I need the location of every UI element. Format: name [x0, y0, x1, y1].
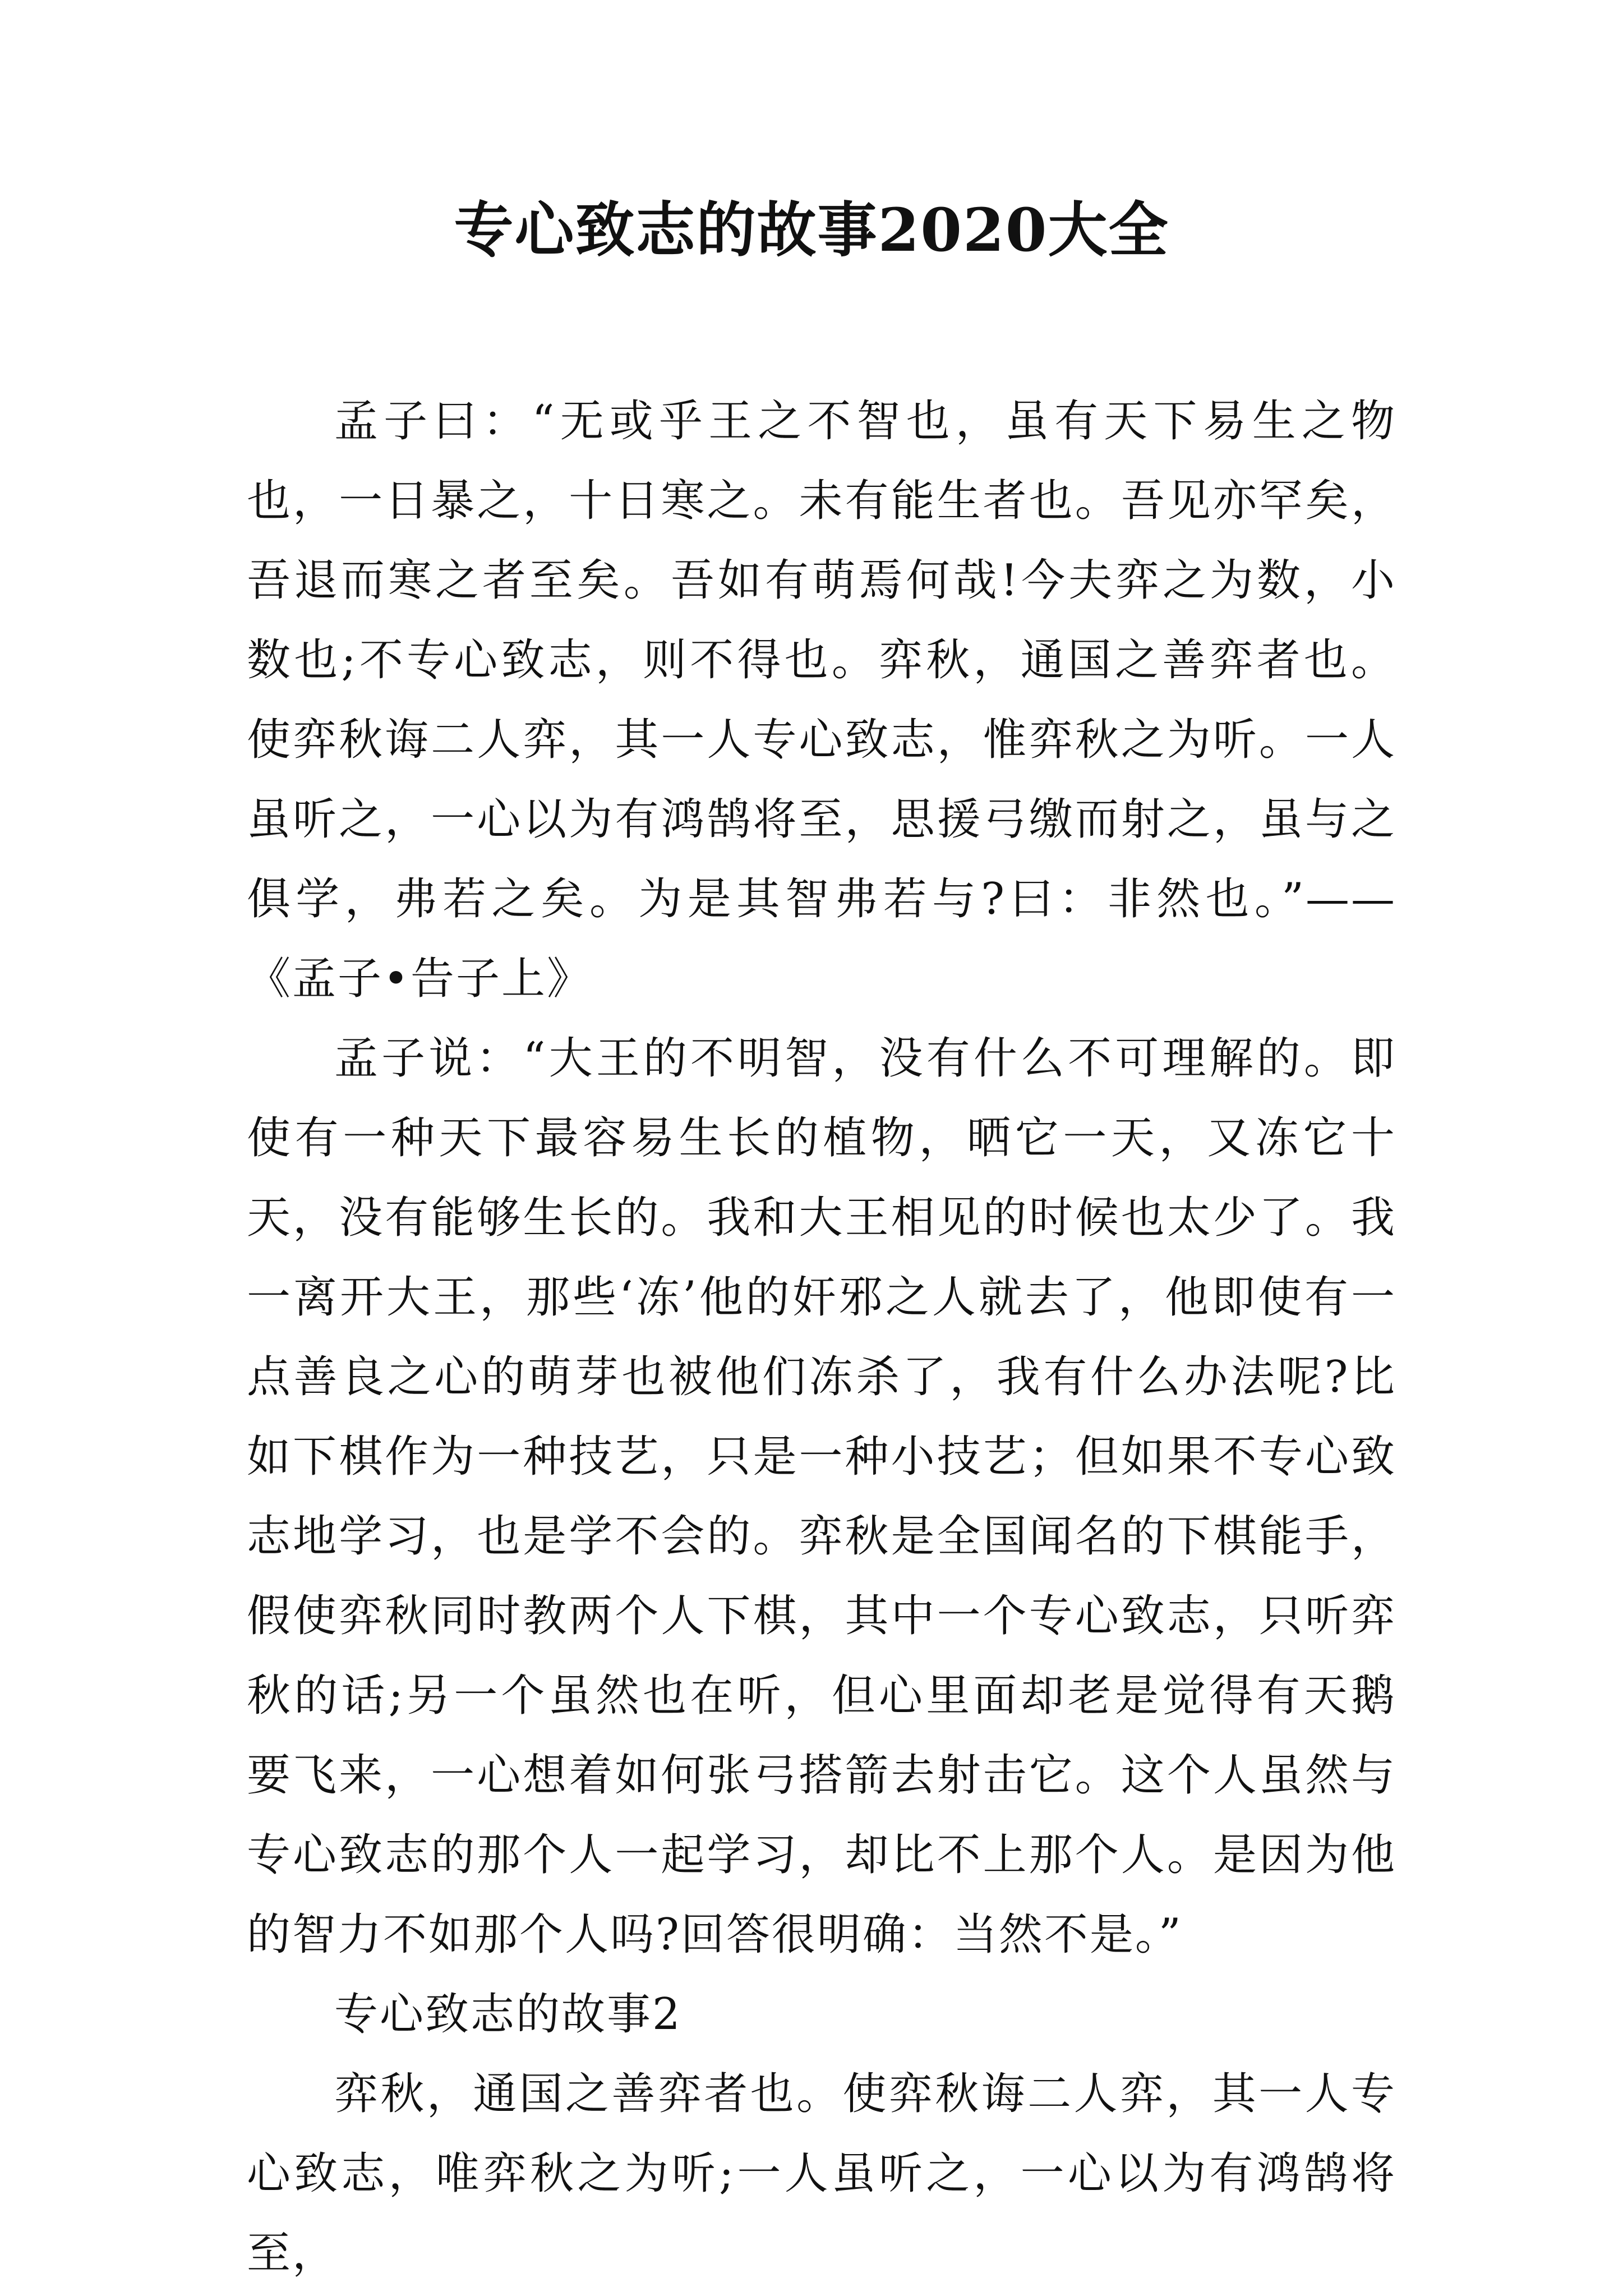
paragraph-story-2: 弈秋，通国之善弈者也。使弈秋诲二人弈，其一人专心致志，唯弈秋之为听;一人虽听之，一心以为有鸿鹄将至，	[247, 2069, 1396, 2279]
section-heading-story-2: 专心致志的故事2	[334, 1989, 682, 2040]
document-body	[247, 381, 1396, 2293]
paragraph-mencius-original: 孟子曰：“无或乎王之不智也，虽有天下易生之物也，一日暴之，十日寒之。未有能生者也。吾见亦罕矣，吾退而寒之者至矣。吾如有萌焉何哉!今夫弈之为数，小数也;不专心致志，则不得也。弈秋，通国之善弈者也。使弈秋诲二人弈，其一人专心致志，惟弈秋之为听。一人虽听之，一心以为有鸿鹄将至，思援弓缴而射之，虽与之俱学，弗若之矣。为是其智弗若与?曰：非然也。”——《孟子•告子上》	[247, 396, 1396, 1004]
document-title: 专心致志的故事2020大全	[454, 195, 1169, 265]
paragraph-translation: 孟子说：“大王的不明智，没有什么不可理解的。即使有一种天下最容易生长的植物，晒它一天，又冻它十天，没有能够生长的。我和大王相见的时候也太少了。我一离开大王，那些‘冻’他的奸邪之人就去了，他即使有一点善良之心的萌芽也被他们冻杀了，我有什么办法呢?比如下棋作为一种技艺，只是一种小技艺；但如果不专心致志地学习，也是学不会的。弈秋是全国闻名的下棋能手，假使弈秋同时教两个人下棋，其中一个专心致志，只听弈秋的话;另一个虽然也在听，但心里面却老是觉得有天鹅要飞来，一心想着如何张弓搭箭去射击它。这个人虽然与专心致志的那个人一起学习，却比不上那个人。是因为他的智力不如那个人吗?回答很明确：当然不是。”	[247, 1033, 1396, 1960]
